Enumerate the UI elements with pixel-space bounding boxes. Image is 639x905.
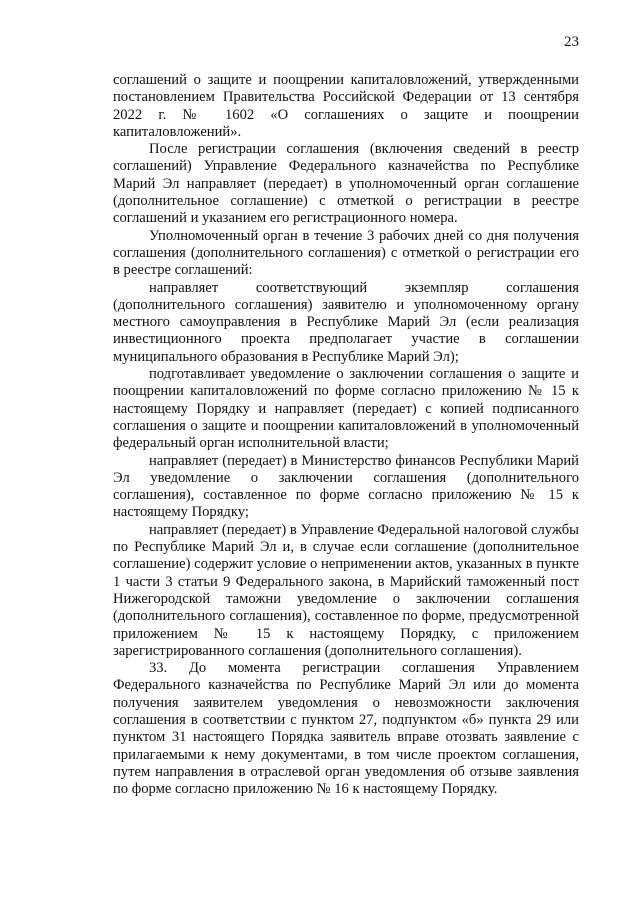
paragraph-ministry-finance: направляет (передает) в Министерство финансов Республики Марий Эл уведомление о заключении соглашения (дополнительного соглашения), составленное по форме согласно приложению № 15 к настоящему Порядку; [113, 452, 579, 521]
paragraph-tax-service: направляет (передает) в Управление Федеральной налоговой службы по Республике Марий Эл и, в случае если соглашение (дополнительное соглашение) содержит условие о неприменении актов, указанных в пункте 1 части 3 статьи 9 Федерального закона, в Марийский таможенный пост Нижегородской таможни уведомление о заключении соглашения (дополнительного соглашения), составленное по форме, предусмотренной приложением № 15 к настоящему Порядку, с приложением зарегистрированного соглашения (дополнительного соглашения). [113, 521, 579, 659]
page-number: 23 [564, 34, 579, 50]
paragraph-registration: После регистрации соглашения (включения сведений в реестр соглашений) Управление Федерального казначейства по Республике Марий Эл направляет (передает) в уполномоченный орган соглашение (дополнительное соглашение) с отметкой о регистрации в реестре соглашений и указанием его регистрационного номера. [113, 141, 579, 227]
paragraph-prepares-notice: подготавливает уведомление о заключении соглашения о защите и поощрении капиталовложений по форме согласно приложению № 15 к настоящему Порядку и направляет (передает) с копией подписанного соглашения о защите и поощрении капиталовложений в уполномоченный федеральный орган исполнительной власти; [113, 366, 579, 452]
paragraph-continuation: соглашений о защите и поощрении капиталовложений, утвержденными постановлением Правительства Российской Федерации от 13 сентября 2022 г. № 1602 «О соглашениях о защите и поощрении капиталовложений». [113, 72, 579, 140]
paragraph-item-33: 33. До момента регистрации соглашения Управлением Федерального казначейства по Республике Марий Эл или до момента получения заявителем уведомления о невозможности заключения соглашения в соответствии с пунктом 27, подпунктом «б» пункта 29 или пунктом 31 настоящего Порядка заявитель вправе отозвать заявление с прилагаемыми к нему документами, в том числе проектом соглашения, путем направления в отраслевой орган уведомления об отзыве заявления по форме согласно приложению № 16 к настоящему Порядку. [113, 660, 579, 798]
paragraph-authorized-body: Уполномоченный орган в течение 3 рабочих дней со дня получения соглашения (дополнительного соглашения) с отметкой о регистрации его в реестре соглашений: [113, 227, 579, 279]
document-body [113, 72, 579, 798]
paragraph-sends-copy: направляет соответствующий экземпляр соглашения (дополнительного соглашения) заявителю и уполномоченному органу местного самоуправления в Республике Марий Эл (если реализация инвестиционного проекта предполагает участие в соглашении муниципального образования в Республике Марий Эл); [113, 279, 579, 365]
